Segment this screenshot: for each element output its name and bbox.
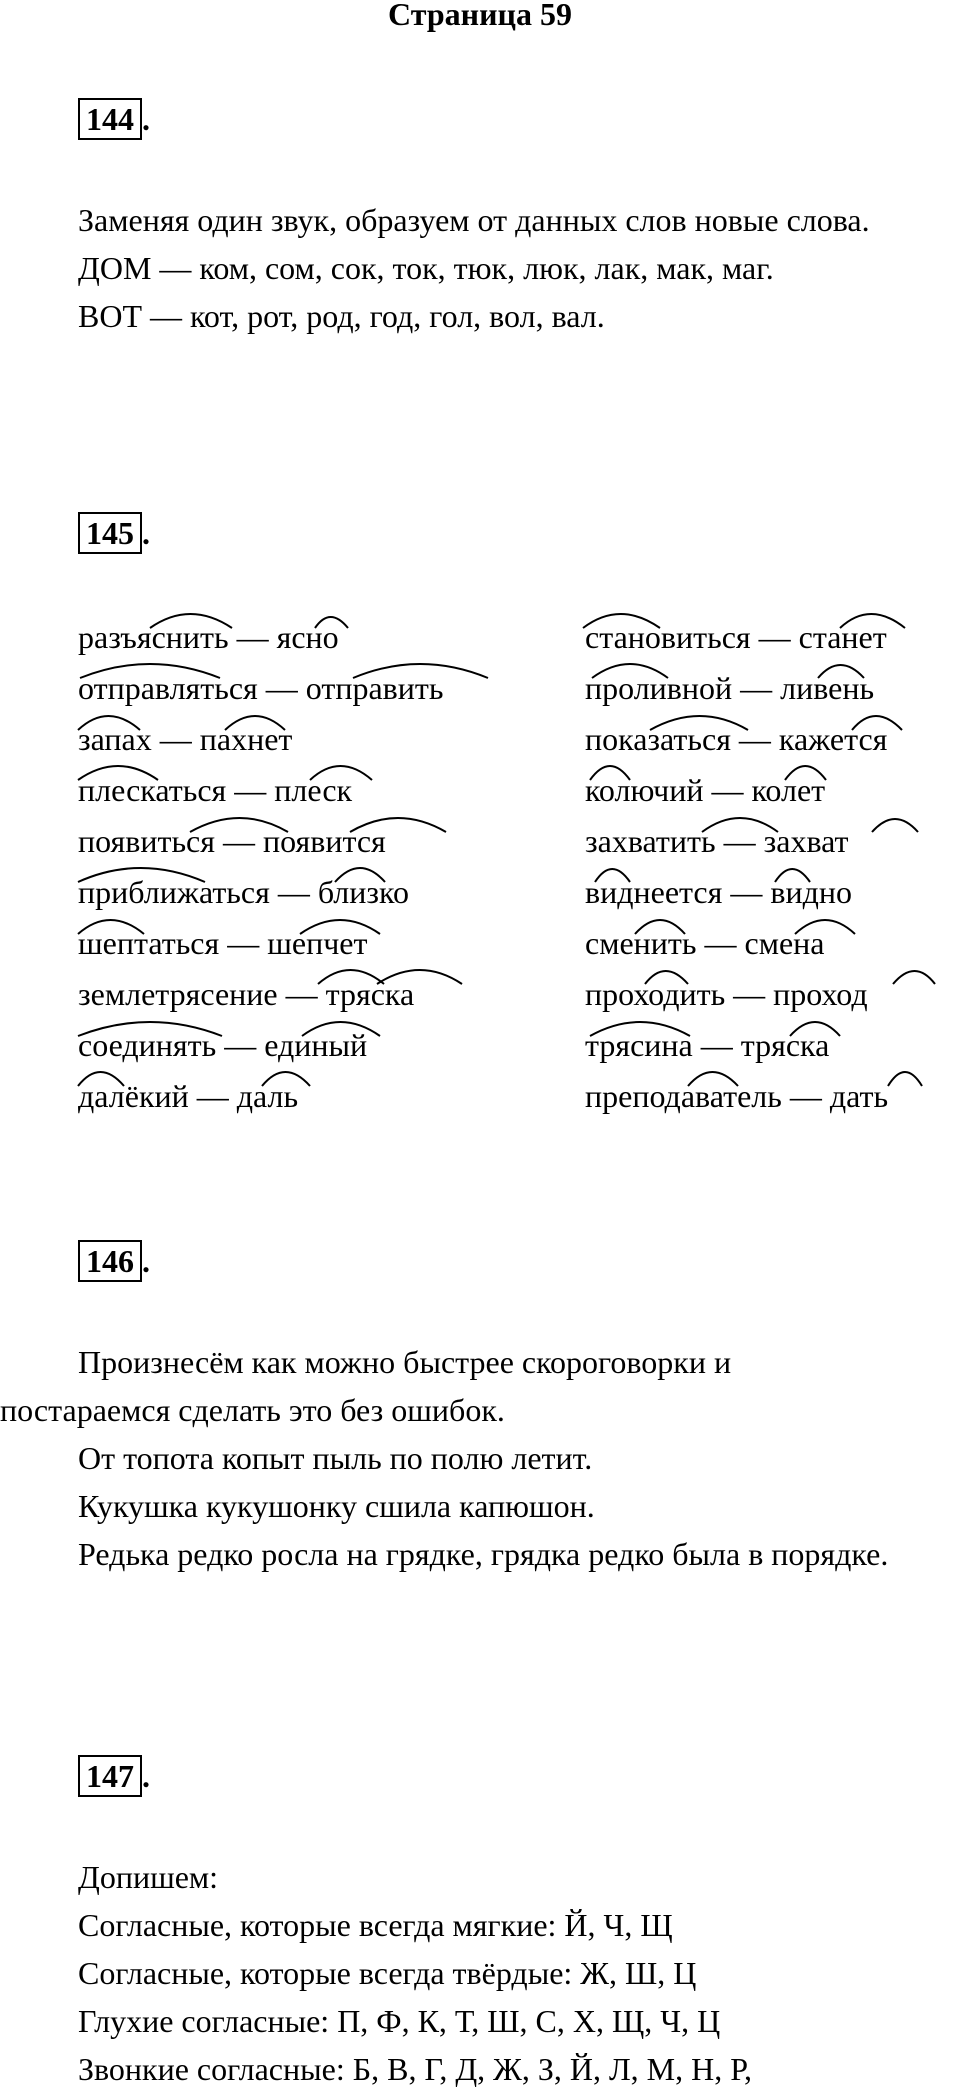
exercise-147-line: Глухие согласные: П, Ф, К, Т, Ш, С, Х, Щ, Ч, Ц — [78, 2003, 721, 2039]
word-pair: землетрясение — тряска — [78, 976, 415, 1012]
exercise-number-box: 146 — [78, 1240, 142, 1282]
word-pair: запах — пахнет — [78, 721, 293, 757]
word-pair: проходить — проход — [585, 976, 868, 1012]
word-pair: шептаться — шепчет — [78, 925, 368, 961]
exercise-number-144: 144 . — [78, 98, 150, 140]
exercise-146-line: Произнесём как можно быстрее скороговорки и постараемся сделать это без ошибок. — [0, 1344, 732, 1428]
exercise-147-text — [0, 1853, 900, 2093]
word-pair: трясина — тряска — [585, 1027, 830, 1063]
word-pair: проливной — ливень — [585, 670, 875, 706]
exercise-number-box: 144 — [78, 98, 142, 140]
word-pair: показаться — кажется — [585, 721, 888, 757]
exercise-144-line: ДОМ — ком, сом, сок, ток, тюк, люк, лак, мак, маг. — [78, 250, 774, 286]
exercise-146-line: Редька редко росла на грядке, грядка редко была в порядке. — [78, 1536, 889, 1572]
exercise-145-right-column — [585, 612, 888, 1122]
word-pair: виднеется — видно — [585, 874, 852, 910]
word-pair: захватить — захват — [585, 823, 849, 859]
word-pair: преподаватель — дать — [585, 1078, 889, 1114]
word-pair: становиться — станет — [585, 619, 887, 655]
exercise-number-box: 145 — [78, 512, 142, 554]
exercise-number-147: 147 . — [78, 1755, 150, 1797]
exercise-146-text — [0, 1338, 900, 1578]
exercise-147-line: Согласные, которые всегда мягкие: Й, Ч, Щ — [78, 1907, 673, 1943]
word-pair: колючий — колет — [585, 772, 826, 808]
exercise-146-line: От топота копыт пыль по полю летит. — [78, 1440, 593, 1476]
exercise-147-line: Допишем: — [78, 1859, 219, 1895]
exercise-147-line: Звонкие согласные: Б, В, Г, Д, Ж, З, Й, Л, М, Н, Р, — [78, 2051, 753, 2087]
word-pair: далёкий — даль — [78, 1078, 299, 1114]
word-pair: сменить — смена — [585, 925, 825, 961]
exercise-144-line: ВОТ — кот, рот, род, год, гол, вол, вал. — [78, 298, 605, 334]
exercise-number-146: 146 . — [78, 1240, 150, 1282]
exercise-number-box: 147 — [78, 1755, 142, 1797]
exercise-146-line: Кукушка кукушонку сшила капюшон. — [78, 1488, 595, 1524]
word-pair: разъяснить — ясно — [78, 619, 339, 655]
word-pair: соединять — единый — [78, 1027, 368, 1063]
word-pair: отправляться — отправить — [78, 670, 444, 706]
exercise-144-text — [0, 196, 900, 340]
word-pair: плескаться — плеск — [78, 772, 353, 808]
page-title: Страница 59 — [388, 0, 572, 32]
exercise-144-line: Заменяя один звук, образуем от данных слов новые слова. — [78, 202, 870, 238]
word-pair: приближаться — близко — [78, 874, 409, 910]
exercise-number-145: 145 . — [78, 512, 150, 554]
exercise-145-left-column — [78, 612, 443, 1122]
word-pair: появиться — появится — [78, 823, 386, 859]
exercise-147-line: Согласные, которые всегда твёрдые: Ж, Ш, Ц — [78, 1955, 697, 1991]
